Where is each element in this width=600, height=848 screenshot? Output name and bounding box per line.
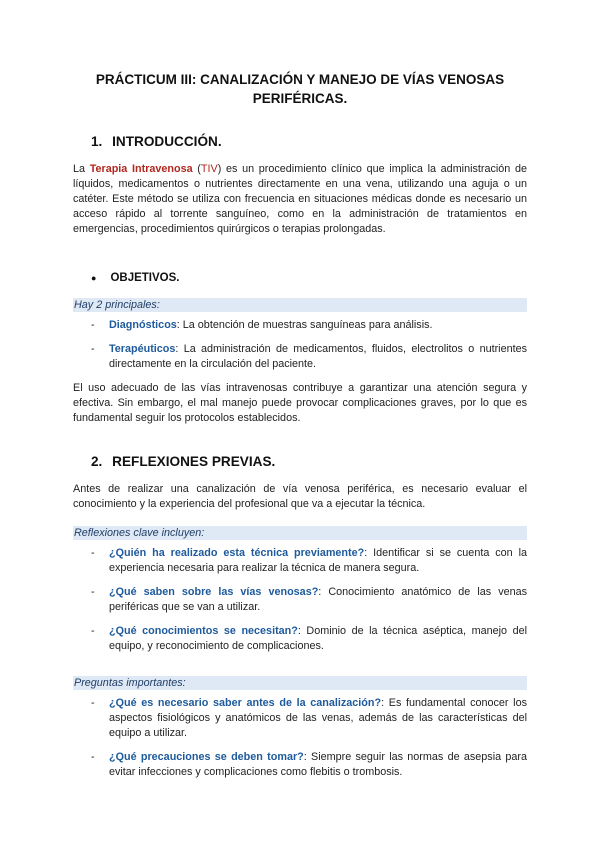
section-2-heading — [91, 454, 527, 469]
questions-label: Preguntas importantes: — [73, 676, 527, 690]
list-item — [73, 318, 527, 333]
highlight-abbr: TIV — [200, 163, 218, 175]
list-item — [73, 585, 527, 615]
text-run: ( — [192, 163, 201, 175]
reflections-list — [73, 546, 527, 654]
item-text: : Es fundamental conocer los aspectos fisiológicos y anatómicos de las venas, además de las características del equipo a utilizar. — [109, 697, 527, 739]
dash-marker: - — [91, 625, 95, 637]
item-text: : La administración de medicamentos, fluidos, electrolitos o nutrientes directamente en la circulación del paciente. — [109, 343, 527, 370]
section-title: REFLEXIONES PREVIAS. — [112, 454, 276, 469]
item-key: ¿Qué es necesario saber antes de la canalización? — [109, 697, 382, 709]
objectives-label: Hay 2 principales: — [73, 298, 527, 312]
dash-marker: - — [91, 586, 95, 598]
section-number: 1. — [91, 134, 103, 149]
list-item — [73, 624, 527, 654]
objectives-title: OBJETIVOS. — [110, 272, 180, 284]
dash-marker: - — [91, 751, 95, 763]
section-1-heading — [91, 134, 527, 149]
objectives-heading — [91, 271, 527, 286]
item-text: : Identificar si se cuenta con la experiencia necesaria para realizar la técnica de manera segura. — [109, 547, 527, 574]
item-text: : Dominio de la técnica aséptica, manejo del equipo, y reconocimiento de complicaciones. — [109, 625, 527, 652]
item-key: ¿Qué precauciones se deben tomar? — [109, 751, 304, 763]
objectives-list — [73, 318, 527, 372]
item-key: ¿Quién ha realizado esta técnica previamente? — [109, 547, 365, 559]
section-number: 2. — [91, 454, 103, 469]
dash-marker: - — [91, 697, 95, 709]
list-item — [73, 342, 527, 372]
item-text: : Siempre seguir las normas de asepsia para evitar infecciones y complicaciones como flebitis o trombosis. — [109, 751, 527, 778]
dash-marker: - — [91, 547, 95, 559]
list-item — [73, 750, 527, 780]
highlight-term: Terapia Intravenosa — [89, 163, 193, 175]
text-run: ) — [217, 163, 222, 175]
section-title: INTRODUCCIÓN. — [112, 134, 222, 149]
list-item — [73, 546, 527, 576]
page-title: PRÁCTICUM III: CANALIZACIÓN Y MANEJO DE VÍAS VENOSAS PERIFÉRICAS. — [95, 72, 505, 106]
text-run: La — [73, 163, 90, 175]
bullet-icon: ● — [91, 273, 97, 283]
reflections-label: Reflexiones clave incluyen: — [73, 526, 527, 540]
questions-list — [73, 696, 527, 780]
item-text: : La obtención de muestras sanguíneas para análisis. — [176, 319, 433, 331]
dash-marker: - — [91, 343, 95, 355]
item-key: ¿Qué saben sobre las vías venosas? — [109, 586, 319, 598]
dash-marker: - — [91, 319, 95, 331]
item-key: Diagnósticos — [109, 319, 177, 331]
item-key: Terapéuticos — [109, 343, 176, 355]
objectives-closing: El uso adecuado de las vías intravenosas contribuye a garantizar una atención segura y efectiva. Sin embargo, el mal manejo puede provocar complicaciones graves, por lo que es fundamental seguir los protocolos establecidos. — [73, 382, 527, 424]
list-item — [73, 696, 527, 741]
intro-paragraph — [73, 162, 527, 237]
section-2-intro: Antes de realizar una canalización de vía venosa periférica, es necesario evaluar el conocimiento y la experiencia del profesional que va a ejecutar la técnica. — [73, 483, 527, 510]
item-key: ¿Qué conocimientos se necesitan? — [109, 625, 298, 637]
item-text: : Conocimiento anatómico de las venas periféricas que se van a utilizar. — [109, 586, 528, 613]
text-run: es un procedimiento clínico que implica la administración de líquidos, medicamentos o nutrientes directamente en una vena, utilizando una aguja o un catéter. Este método se utiliza con frecuencia en situaciones médicas donde es necesario un acceso rápido al torrente sanguíneo, como en la administración de tratamientos en emergencias, procedimientos quirúrgicos o terapias prolongadas. — [73, 163, 527, 235]
